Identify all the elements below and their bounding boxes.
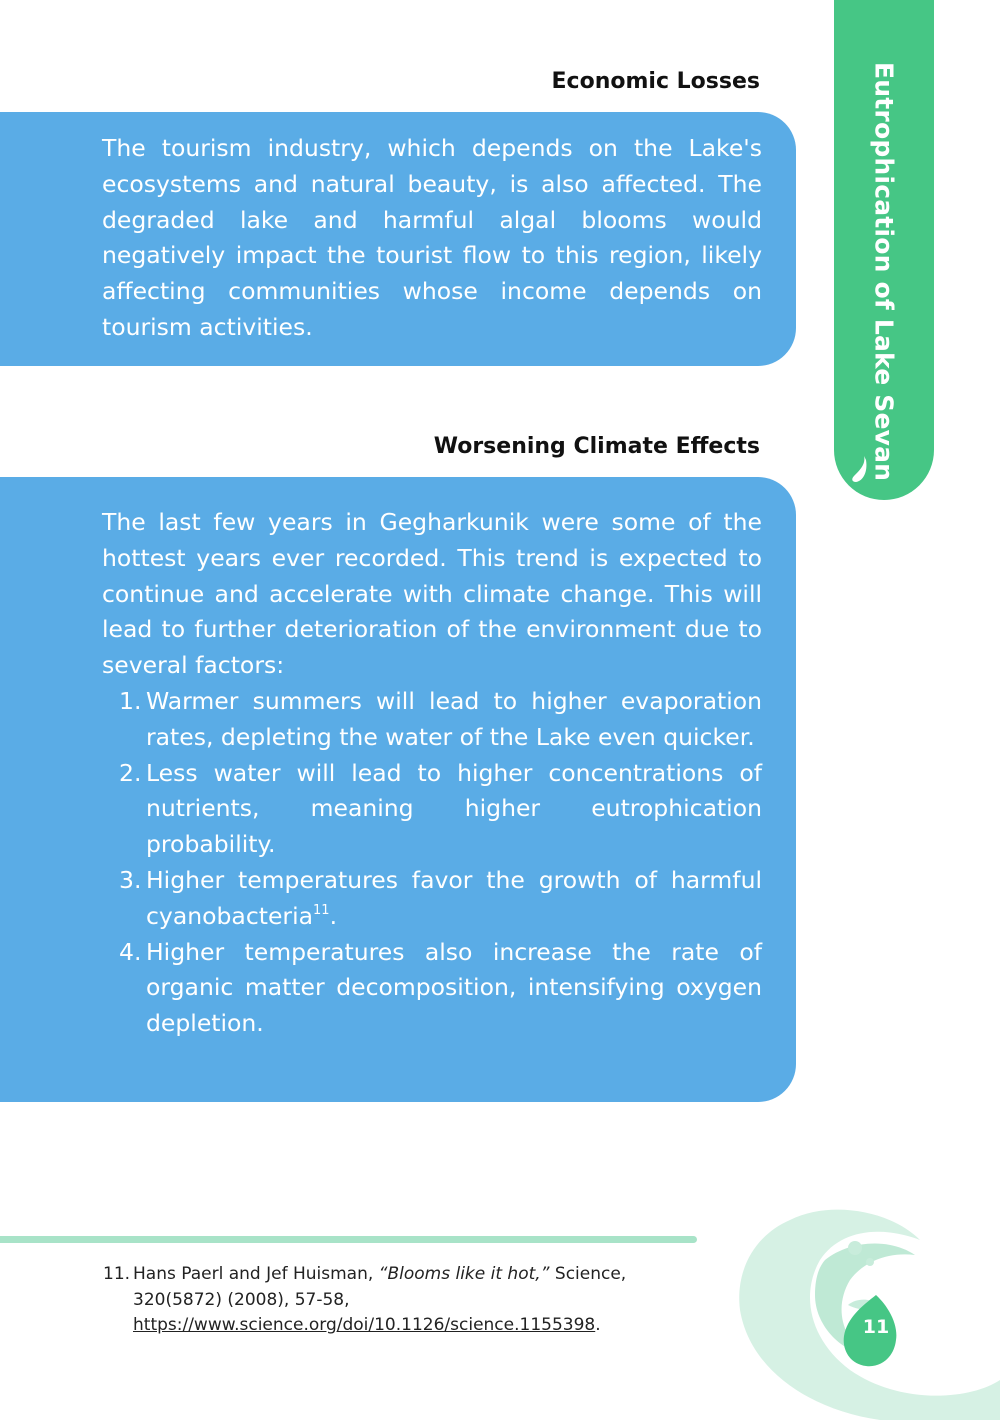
- footnote: [103, 1262, 663, 1339]
- wave-decoration-icon: [730, 1200, 1000, 1420]
- list-item-number: 4.: [119, 937, 142, 966]
- footnote-reference[interactable]: 11: [313, 902, 330, 918]
- footnote-number: 11.: [103, 1264, 131, 1284]
- heading-economic-losses: Economic Losses: [551, 69, 760, 94]
- climate-effects-paragraph: The last few years in Gegharkunik were some of the hottest years ever recorded. This trend is expected to continue and accelerate with climate change. This will lead to further deterioration of the environment due to several factors:: [102, 508, 762, 680]
- economic-losses-paragraph: The tourism industry, which depends on the Lake's ecosystems and natural beauty, is also affected. The degraded lake and harmful algal blooms would negatively impact the tourist flow to this region, likely affecting communities whose income depends on tourism activities.: [102, 134, 762, 341]
- list-item-number: 2.: [119, 758, 142, 787]
- footnote-title: “Blooms like it hot,”: [378, 1264, 550, 1284]
- footnote-divider: [0, 1236, 697, 1243]
- list-item-number: 1.: [119, 687, 142, 715]
- economic-losses-box: [0, 112, 796, 366]
- list-item-text: Higher temperatures favor the growth of harmful cyanobacteria: [146, 865, 762, 930]
- list-item: [102, 756, 762, 863]
- list-item-text: Higher temperatures also increase the rate of organic matter decomposition, intensifying oxygen depletion.: [146, 937, 762, 1038]
- footnote-authors: Hans Paerl and Jef Huisman,: [133, 1264, 379, 1284]
- list-item-number: 3.: [119, 865, 142, 894]
- side-tab-title: Eutrophication of Lake Sevan: [869, 62, 899, 482]
- footnote-journal: Science, 320(5872) (2008), 57-58,: [133, 1264, 627, 1310]
- footnote-link[interactable]: https://www.science.org/doi/10.1126/science.1155398: [133, 1315, 596, 1335]
- droplet-icon: [846, 454, 872, 484]
- climate-factors-list: [102, 684, 762, 1042]
- list-item: [102, 863, 762, 935]
- list-item-text: Less water will lead to higher concentrations of nutrients, meaning higher eutrophication probability.: [146, 758, 762, 859]
- list-item-tail: .: [329, 901, 338, 930]
- list-item: [102, 935, 762, 1042]
- list-item: [102, 684, 762, 756]
- list-item-text: Warmer summers will lead to higher evaporation rates, depleting the water of the Lake even quicker.: [146, 687, 762, 751]
- climate-effects-box: [0, 477, 796, 1102]
- footnote-end: .: [595, 1315, 601, 1335]
- heading-worsening-climate-effects: Worsening Climate Effects: [433, 434, 760, 459]
- page-number: 11: [862, 1316, 890, 1338]
